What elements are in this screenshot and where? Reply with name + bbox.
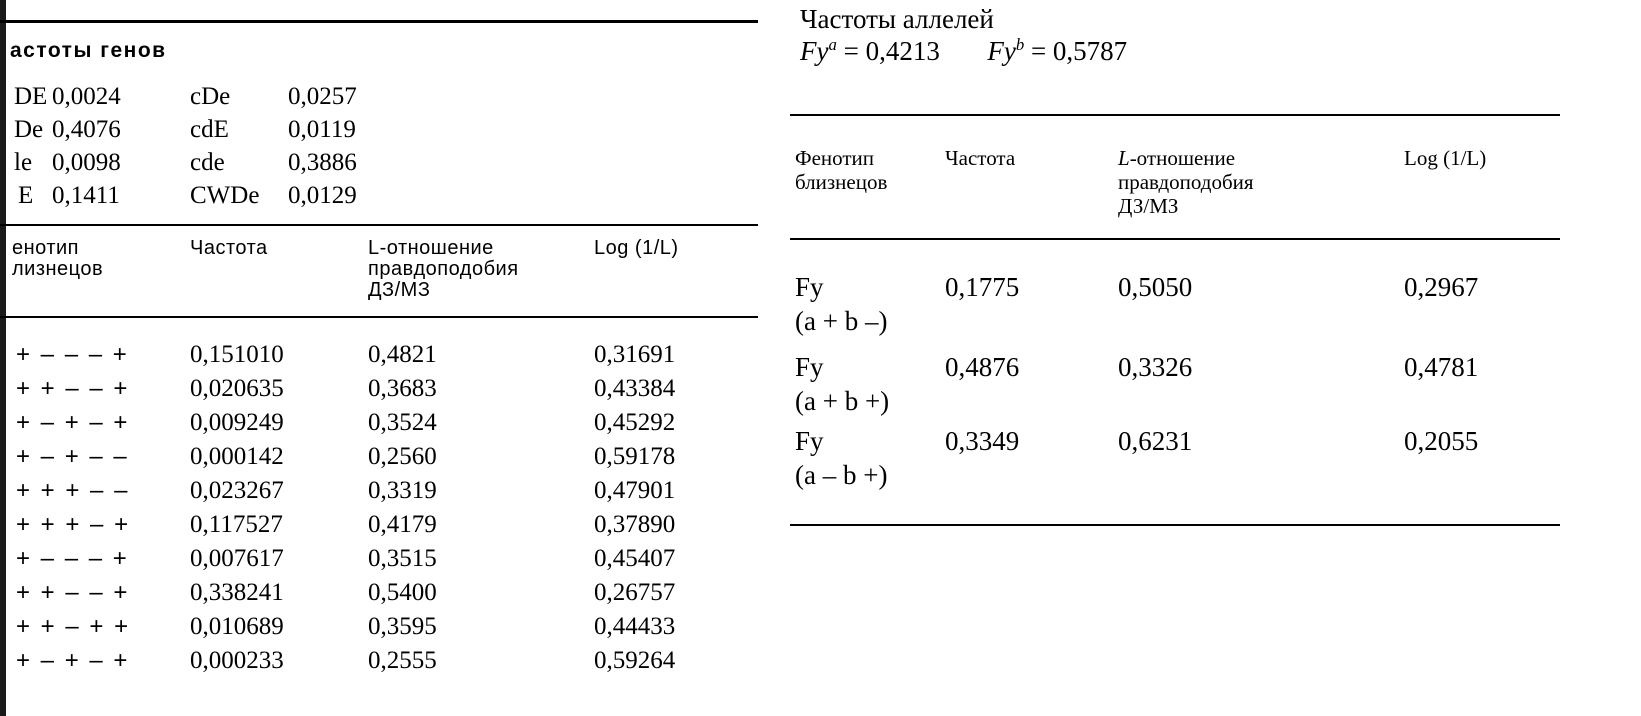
lratio-cell: 0,6231 [1118, 426, 1193, 456]
gene-freq-haplotype: le [14, 149, 33, 176]
log-cell: 0,59264 [594, 647, 676, 674]
gene-freq-value: 0,4076 [52, 116, 121, 143]
right-bottom-rule [790, 524, 1560, 526]
phenotype-cell: + + – + + [16, 613, 131, 640]
lratio-cell: 0,3515 [368, 545, 437, 572]
table-row [0, 338, 760, 372]
right-top-rule [790, 114, 1560, 116]
phenotype-cell: + – + – + [16, 409, 130, 436]
phenotype-cell: + + + – – [16, 477, 130, 504]
gene-freq-haplotype: De [14, 116, 44, 143]
right-header-bottom-rule [790, 238, 1560, 240]
lratio-cell: 0,4821 [368, 341, 437, 368]
table-row [0, 508, 760, 542]
left-top-rule [0, 20, 758, 23]
allele-a-sup: a [828, 34, 837, 54]
lratio-cell: 0,3595 [368, 613, 437, 640]
header-phenotype: Фенотип близнецов [795, 146, 888, 194]
gene-freq-haplotype: DE [14, 83, 48, 110]
lratio-cell: 0,3683 [368, 375, 437, 402]
phenotype-subcell: (a + b –) [795, 306, 888, 336]
frequency-cell: 0,151010 [190, 341, 284, 368]
phenotype-cell: + – + – – [16, 443, 129, 470]
gene-freq-value: 0,0098 [52, 149, 121, 176]
log-cell: 0,47901 [594, 477, 676, 504]
log-cell: 0,37890 [594, 511, 676, 538]
left-header-bottom-rule [0, 316, 758, 318]
allele-b-label: Fy [987, 36, 1016, 66]
phenotype-subcell: (a + b +) [795, 386, 890, 416]
phenotype-cell: Fy [795, 272, 824, 302]
phenotype-cell: + + – – + [16, 375, 130, 402]
gene-freq-haplotype: cDe [190, 83, 231, 110]
log-cell: 0,45407 [594, 545, 676, 572]
table-row [0, 372, 760, 406]
table-row [0, 576, 760, 610]
table-row [0, 610, 760, 644]
header-log: Log (1/L) [1404, 146, 1487, 170]
phenotype-cell: Fy [795, 426, 824, 456]
phenotype-cell: + + + – + [16, 511, 131, 538]
lratio-cell: 0,3319 [368, 477, 437, 504]
gene-freq-value: 0,0119 [288, 116, 356, 143]
frequency-cell: 0,3349 [945, 426, 1020, 456]
frequency-cell: 0,338241 [190, 579, 284, 606]
phenotype-subcell: (a – b +) [795, 460, 888, 490]
header-likelihood-ratio: L-отношение правдоподобия ДЗ/МЗ [368, 237, 519, 301]
allele-b-sup: b [1015, 34, 1025, 54]
header-likelihood-ratio: L-отношение правдоподобия ДЗ/МЗ [1118, 146, 1254, 218]
phenotype-cell: + – + – + [16, 647, 130, 674]
gene-freq-value: 0,0024 [52, 83, 121, 110]
lratio-cell: 0,3524 [368, 409, 437, 436]
frequency-cell: 0,010689 [190, 613, 284, 640]
header-log: Log (1/L) [594, 237, 679, 259]
phenotype-cell: + – – – + [16, 545, 129, 572]
gene-freq-haplotype: cde [190, 149, 225, 176]
table-row [0, 474, 760, 508]
frequency-cell: 0,117527 [190, 511, 283, 538]
phenotype-cell: + – – – + [16, 341, 129, 368]
frequency-cell: 0,020635 [190, 375, 284, 402]
log-cell: 0,43384 [594, 375, 676, 402]
log-cell: 0,4781 [1404, 352, 1479, 382]
table-row [0, 440, 760, 474]
allele-frequency-line [800, 36, 1127, 66]
lratio-cell: 0,3326 [1118, 352, 1193, 382]
header-frequency: Частота [190, 237, 268, 259]
log-cell: 0,2055 [1404, 426, 1479, 456]
frequency-cell: 0,023267 [190, 477, 284, 504]
gene-freq-haplotype: E [18, 182, 34, 209]
allele-b-value: = 0,5787 [1030, 36, 1128, 66]
gene-freq-value: 0,1411 [52, 182, 120, 209]
table-row [0, 644, 760, 678]
log-cell: 0,44433 [594, 613, 676, 640]
header-frequency: Частота [945, 146, 1016, 170]
table-row [0, 542, 760, 576]
lratio-cell: 0,5400 [368, 579, 437, 606]
frequency-cell: 0,000233 [190, 647, 284, 674]
allele-a-label: Fy [800, 36, 829, 66]
frequency-cell: 0,1775 [945, 272, 1020, 302]
log-cell: 0,2967 [1404, 272, 1479, 302]
gene-freq-haplotype: CWDe [190, 182, 260, 209]
frequency-cell: 0,009249 [190, 409, 284, 436]
gene-freq-haplotype: cdE [190, 116, 229, 143]
lratio-cell: 0,5050 [1118, 272, 1193, 302]
lratio-cell: 0,2555 [368, 647, 437, 674]
log-cell: 0,45292 [594, 409, 676, 436]
gene-freq-value: 0,3886 [288, 149, 357, 176]
frequency-cell: 0,4876 [945, 352, 1020, 382]
log-cell: 0,59178 [594, 443, 676, 470]
allele-a-value: = 0,4213 [843, 36, 940, 66]
gene-freq-value: 0,0129 [288, 182, 357, 209]
frequency-cell: 0,007617 [190, 545, 284, 572]
frequency-cell: 0,000142 [190, 443, 284, 470]
left-header-top-rule [0, 224, 758, 226]
gene-frequencies-title: астоты генов [10, 39, 167, 62]
lratio-cell: 0,2560 [368, 443, 437, 470]
phenotype-cell: + + – – + [16, 579, 130, 606]
table-row [0, 406, 760, 440]
phenotype-cell: Fy [795, 352, 824, 382]
log-cell: 0,31691 [594, 341, 676, 368]
gene-freq-value: 0,0257 [288, 83, 357, 110]
header-phenotype: енотип лизнецов [12, 237, 104, 280]
lratio-cell: 0,4179 [368, 511, 437, 538]
allele-frequencies-title: Частоты аллелей [800, 4, 994, 34]
log-cell: 0,26757 [594, 579, 676, 606]
